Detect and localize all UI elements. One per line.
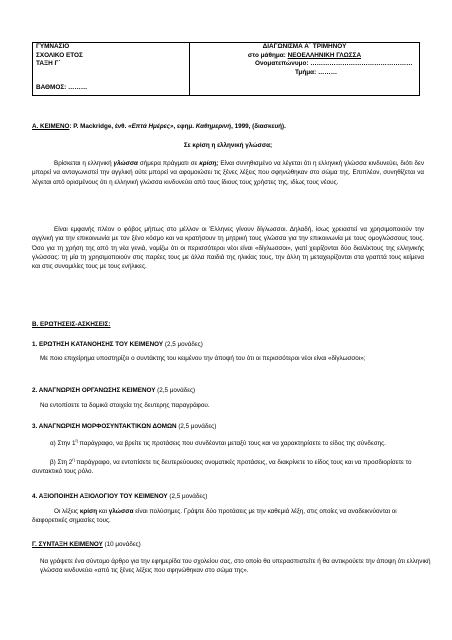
question-1-heading xyxy=(32,340,424,349)
question-2-text: Να εντοπίσετε τα δομικά στοιχεία της δευτερης παραγράφου. xyxy=(40,402,210,409)
q4-part-c: είναι πολύσημες. Γράψτε δύο προτάσεις με την καθεμιά λέξη, στις οποίες να αναδεικνύονται οι διαφορετικές σημασίες τους. xyxy=(32,508,397,525)
q2-title: 2. ΑΝΑΓΝΩΡΙΣΗ ΟΡΓΑΝΩΣΗΣ ΚΕΙΜΕΝΟΥ xyxy=(32,387,156,394)
p1-part-c: σήμερα πράγματι σε xyxy=(137,160,200,167)
q3a-sup: η xyxy=(75,437,78,443)
p1-keyword-language: γλώσσα xyxy=(113,160,138,167)
exam-title: ΔΙΑΓΩΝΙΣΜΑ Α΄ ΤΡΙΜΗΝΟΥ xyxy=(262,43,347,50)
subject-prefix: στο μάθημα: xyxy=(247,51,288,59)
paragraph-1 xyxy=(32,159,424,187)
subject-line xyxy=(193,52,416,61)
q4-word-crisis: κρίση xyxy=(79,508,98,515)
question-3a-text xyxy=(32,439,424,448)
question-3-heading xyxy=(32,422,424,431)
source-suffix: , 1999, (διασκευή). xyxy=(231,123,286,130)
q3-points: (2,5 μονάδες) xyxy=(176,423,217,430)
source-author: : P. Mackridge, ένθ. xyxy=(69,123,129,130)
source-label: Α. ΚΕΙΜΕΝΟ xyxy=(32,123,70,130)
section-c-heading xyxy=(32,540,424,549)
source-line xyxy=(32,122,424,131)
question-4-heading xyxy=(32,492,424,501)
q4-part-a: Οι λέξεις xyxy=(54,508,80,515)
q4-word-language: γλώσσα xyxy=(108,508,134,515)
grade-label: ΒΑΘΜΟΣ: ……… xyxy=(36,84,88,92)
source-article: «Επτά Ημέρες» xyxy=(128,123,174,130)
q1-title: 1. ΕΡΩΤΗΣΗ ΚΑΤΑΝΟΗΣΗΣ ΤΟΥ ΚΕΙΜΕΝΟΥ xyxy=(32,341,164,348)
p1-part-d: Είναι συνηθισμένο να λέγεται ότι η ελληνική γλώσσα κινδυνεύει, διότι δεν μπορεί να ανταγωνιστεί την αγγλική ούτε μπορεί να αφομοιώσει τις ξένες λέξεις που σφηνώθηκαν στο σώμα της. Επιπλέον, συνηθίζεται να λέγεται από ορισμένους ότι η ελληνική γλώσσα κινδυνεύει από τους ίδιους τους χρήστες της, ιδίως τους νέους. xyxy=(32,160,425,186)
school-info-cell xyxy=(33,43,190,96)
q3-title: 3. ΑΝΑΓΝΩΡΙΣΗ ΜΟΡΦΟΣΥΝΤΑΚΤΙΚΩΝ ΔΟΜΩΝ xyxy=(32,423,177,430)
section-b-heading: Β. ΕΡΩΤΗΣΕΙΣ-ΑΣΚΗΣΕΙΣ: xyxy=(32,321,111,328)
q4-title: 4. ΑΞΙΟΠΟΙΗΣΗ ΑΞΙΟΛΟΓΙΟΥ ΤΟΥ ΚΕΙΜΕΝΟΥ xyxy=(32,493,168,500)
q3a-pre: α) Στην 1 xyxy=(50,440,76,447)
student-name-field: Ονοματεπώνυμο: ………………………………………… xyxy=(255,60,413,68)
class-label: ΤΑΞΗ Γ΄ xyxy=(36,60,61,68)
q3a-post: παράγραφο, να βρείτε τις προτάσεις που συνδέονται μεταξύ τους και να χαρακτηρίσετε το είδος της σύνδεσης. xyxy=(77,440,386,447)
question-3b-text xyxy=(32,458,424,477)
section-c-title: Γ. ΣΥΝΤΑΞΗ ΚΕΙΜΕΝΟΥ xyxy=(32,541,103,548)
school-type: ΓΥΜΝΑΣΙΟ xyxy=(36,43,70,50)
p1-keyword-crisis: κρίση; xyxy=(199,160,219,167)
text-title: Σε κρίση η ελληνική γλώσσα; xyxy=(183,142,273,149)
question-1-text: Με ποιο επιχείρημα υποστηρίζει ο συντάκτης του κειμένου την άποψή του ότι οι περισσότεροι νέοι είναι «δίγλωσσοι»; xyxy=(40,355,366,362)
question-2-heading xyxy=(32,386,424,395)
section-c-points: (10 μονάδες) xyxy=(102,541,141,548)
source-paper: Καθημερινή xyxy=(195,123,232,130)
paragraph-2: Είναι εμφανής πλέον ο φόβος μήπως στο μέλλον οι Έλληνες γίνουν δίγλωσσοι. Δηλαδή, ίσως χρειαστεί να χρησιμοποιούν την αγγλική για την επικοινωνία με τον ξένο κόσμο και να κρατήσουν τη μητρική τους γλώσσα για την επικοινωνία με τους ομογλώσσους τους. Όσο για τη χρήση της από τη νέα γενιά, νομίζω ότι οι περισσότεροι νέοι είναι «δίγλωσσοι», γιατί χειρίζονται δύο διαλέκτους της ελληνικής γλώσσας: τη μία τη χρησιμοποιούν στις παρέες τους με άλλα παιδιά της ηλικίας τους, την άλλη τη μεταχειρίζονται στα γραπτά τους κείμενα και στις συνομιλίες τους με τους ενήλικες. xyxy=(32,226,424,271)
source-paper-prefix: , εφημ. xyxy=(173,123,196,130)
q4-part-b: και xyxy=(97,508,109,515)
school-year: ΣΧΟΛΙΚΟ ΕΤΟΣ xyxy=(36,51,83,59)
p1-part-a: Βρίσκεται η ελληνική xyxy=(54,160,114,167)
exam-info-cell xyxy=(190,43,420,96)
q3b-pre: β) Στη 2 xyxy=(50,459,73,466)
question-4-text xyxy=(32,507,424,526)
q3b-sup: η xyxy=(72,456,75,462)
q3b-post: παράγραφο, να εντοπίσετε τις δευτερεύουσες ονοματικές προτάσεις, να διακρίνετε το είδος τους και να προσδιορίσετε το συντακτικό τους ρόλο. xyxy=(32,459,412,476)
q1-points: (2,5 μονάδες) xyxy=(163,341,203,348)
section-c-text: Να γράψετε ένα σύντομο άρθρο για την εφημερίδα του σχολείου σας, στο οποίο θα υπερασπιστείτε ή θα αντικρούετε την άποψη ότι ελληνική γλώσσα κινδυνεύει «από τις ξένες λέξεις που σφηνώθηκαν στο σώμα της». xyxy=(40,558,431,575)
exam-header xyxy=(32,42,420,96)
q2-points: (2,5 μονάδες) xyxy=(155,387,196,394)
department-field: Τμήμα: ……… xyxy=(295,68,338,76)
q4-points: (2,5 μονάδες) xyxy=(167,493,208,500)
subject-name: ΝΕΟΕΛΛΗΝΙΚΗ ΓΛΩΣΣΑ xyxy=(287,51,362,59)
